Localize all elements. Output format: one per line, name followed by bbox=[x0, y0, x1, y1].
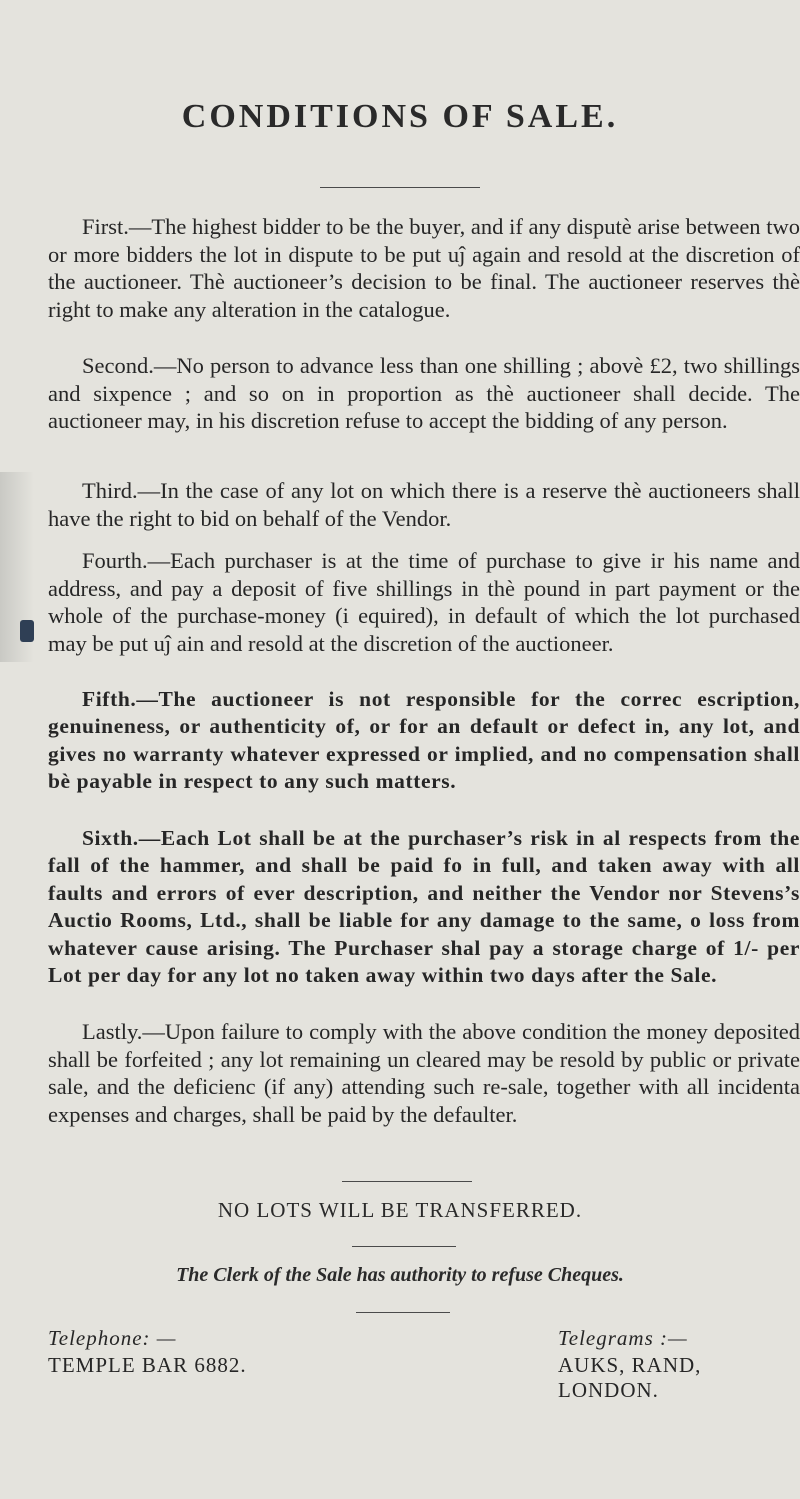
clerk-notice: The Clerk of the Sale has authority to refuse Cheques. bbox=[176, 1264, 624, 1286]
telephone-number: TEMPLE BAR 6882. bbox=[48, 1353, 247, 1377]
page-title: CONDITIONS OF SALE. bbox=[181, 98, 619, 135]
telephone-label: Telephone: — bbox=[48, 1326, 177, 1350]
contact-divider bbox=[356, 1312, 450, 1313]
condition-third: Third.—In the case of any lot on which there is a reserve thè auctioneers shall have the right to bid on behalf of the Vendor. bbox=[48, 478, 800, 531]
condition-sixth: Sixth.—Each Lot shall be at the purchaser’s risk in al respects from the fall of the hammer, and shall be paid fo in full, and taken away with all faults and errors of ever description, and neither the Vendor nor Stevens’s Auctio Rooms, Ltd., shall be liable for any damage to the same, o loss from whatever cause arising. The Purchaser shal pay a storage charge of 1/- per Lot per day for any lot no taken away within two days after the Sale. bbox=[48, 826, 800, 988]
condition-second: Second.—No person to advance less than one shilling ; abovè £2, two shillings and sixpence ; and so on in proportion as thè auctioneer shall decide. The auctioneer may, in his discretion refuse to accept the bidding of any person. bbox=[48, 353, 800, 434]
condition-lastly: Lastly.—Upon failure to comply with the above condition the money deposited shall be forfeited ; any lot remaining un cleared may be resold by public or private sale, and the deficienc (if any) attending such re-sale, together with all incidenta expenses and charges, shall be paid by the defaulter. bbox=[48, 1019, 800, 1127]
title-divider bbox=[320, 187, 480, 188]
blue-stain-mark bbox=[20, 620, 34, 642]
no-transfer-notice: NO LOTS WILL BE TRANSFERRED. bbox=[217, 1198, 583, 1222]
telegrams-address: AUKS, RAND, LONDON. bbox=[558, 1353, 702, 1402]
telegrams-label: Telegrams :— bbox=[558, 1326, 688, 1350]
clerk-divider bbox=[352, 1246, 456, 1247]
telephone-block bbox=[48, 1326, 247, 1378]
notice-divider bbox=[342, 1181, 472, 1182]
telegrams-block bbox=[558, 1326, 800, 1403]
condition-fourth: Fourth.—Each purchaser is at the time of purchase to give ir his name and address, and pay a deposit of five shillings in thè pound in part payment or the whole of the purchase-money (i equired), in default of which the lot purchased may be put uĵ ain and resold at the discretion of the auctioneer. bbox=[48, 548, 800, 656]
condition-first: First.—The highest bidder to be the buyer, and if any disputè arise between two or more bidders the lot in dispute to be put uĵ again and resold at the discretion of the auctioneer. Thè auctioneer’s decision to be final. The auctioneer reserves thè right to make any alteration in the catalogue. bbox=[48, 214, 800, 322]
condition-fifth: Fifth.—The auctioneer is not responsible for the correc escription, genuineness, or authenticity of, or for an default or defect in, any lot, and gives no warranty whatever expressed or implied, and no compensation shall bè payable in respect to any such matters. bbox=[48, 687, 800, 794]
